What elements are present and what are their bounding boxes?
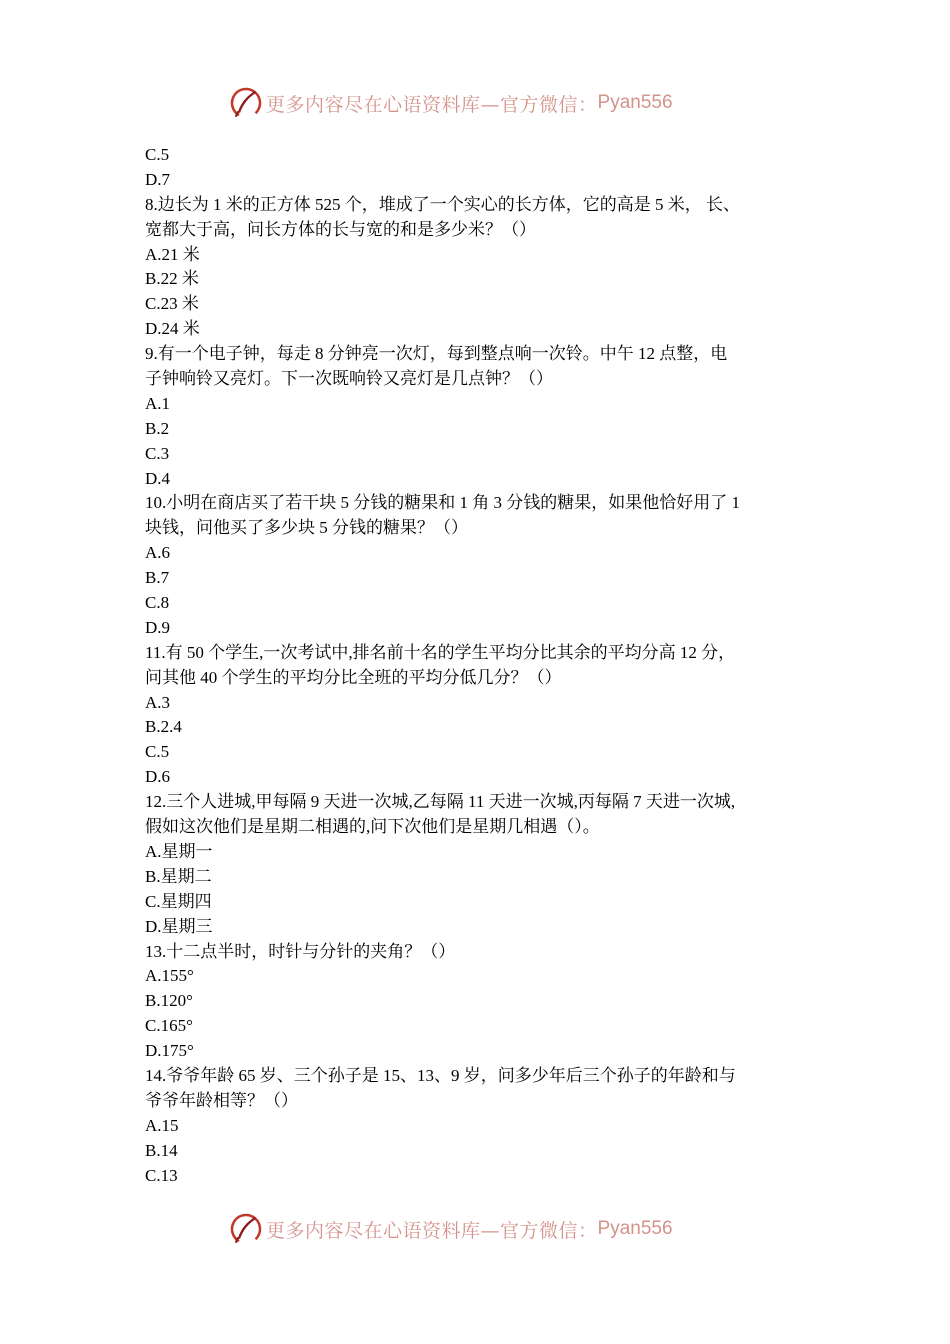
question-text: 10.小明在商店买了若干块 5 分钱的糖果和 1 角 3 分钱的糖果，如果他恰好用了 1 [145,493,740,513]
feather-pen-icon [228,85,264,121]
question-text: 子钟响铃又亮灯。下一次既响铃又亮灯是几点钟？（） [145,369,553,389]
question-text: 12.三个人进城,甲每隔 9 天进一次城,乙每隔 11 天进一次城,丙每隔 7 天进一次城, [145,792,736,812]
text-line: D.7 [145,169,171,189]
question-text: 8.边长为 1 米的正方体 525 个，堆成了一个实心的长方体，它的高是 5 米， 长、 [145,194,740,214]
answer-option: D.175° [145,1041,194,1061]
answer-option: B.2.4 [145,717,182,737]
watermark-text: 更多内容尽在心语资料库—官方微信： [266,1219,598,1242]
watermark-wechat-id: Pyan556 [597,92,673,113]
answer-option: D.24 米 [145,319,200,339]
question-text: 宽都大于高，问长方体的长与宽的和是多少米？（） [145,219,536,239]
question-text: 9.有一个电子钟，每走 8 分钟亮一次灯，每到整点响一次铃。中午 12 点整，电 [145,344,728,364]
answer-option: C.星期四 [145,891,212,911]
watermark-text: 更多内容尽在心语资料库—官方微信： [266,93,598,116]
answer-option: A.3 [145,692,171,712]
header-watermark [228,85,673,121]
answer-option: D.星期三 [145,916,213,936]
question-text: 11.有 50 个学生,一次考试中,排名前十名的学生平均分比其余的平均分高 12 分， [145,642,736,662]
answer-option: B.7 [145,568,170,588]
question-text: 13.十二点半时，时针与分针的夹角？（） [145,941,456,961]
answer-option: A.15 [145,1115,179,1135]
question-text: 问其他 40 个学生的平均分比全班的平均分低几分？（） [145,667,562,687]
answer-option: C.23 米 [145,294,199,314]
answer-option: A.1 [145,393,171,413]
watermark-wechat-id: Pyan556 [597,1218,673,1239]
answer-option: B.120° [145,991,193,1011]
text-line: C.5 [145,145,170,164]
answer-option: B.2 [145,418,170,438]
answer-option: C.165° [145,1016,193,1036]
answer-option: A.155° [145,966,194,986]
answer-option: C.13 [145,1165,178,1185]
answer-option: B.14 [145,1140,178,1160]
answer-option: D.6 [145,767,171,787]
question-text: 假如这次他们是星期二相遇的,问下次他们是星期几相遇（）。 [145,817,600,837]
answer-option: A.21 米 [145,244,200,264]
feather-pen-icon [228,1211,264,1247]
answer-option: C.5 [145,742,170,762]
question-text: 块钱，问他买了多少块 5 分钱的糖果？（） [145,518,468,538]
answer-option: D.4 [145,468,171,488]
answer-option: C.8 [145,593,170,613]
answer-option: B.星期二 [145,866,212,886]
question-text: 14.爷爷年龄 65 岁、三个孙子是 15、13、9 岁，问多少年后三个孙子的年龄和与 [145,1065,736,1085]
answer-option: A.星期一 [145,841,213,861]
document-body [145,143,815,1188]
question-text: 爷爷年龄相等？（） [145,1090,298,1110]
answer-option: C.3 [145,443,170,463]
answer-option: D.9 [145,617,171,637]
answer-option: B.22 米 [145,269,199,289]
answer-option: A.6 [145,543,171,563]
footer-watermark [228,1211,673,1247]
